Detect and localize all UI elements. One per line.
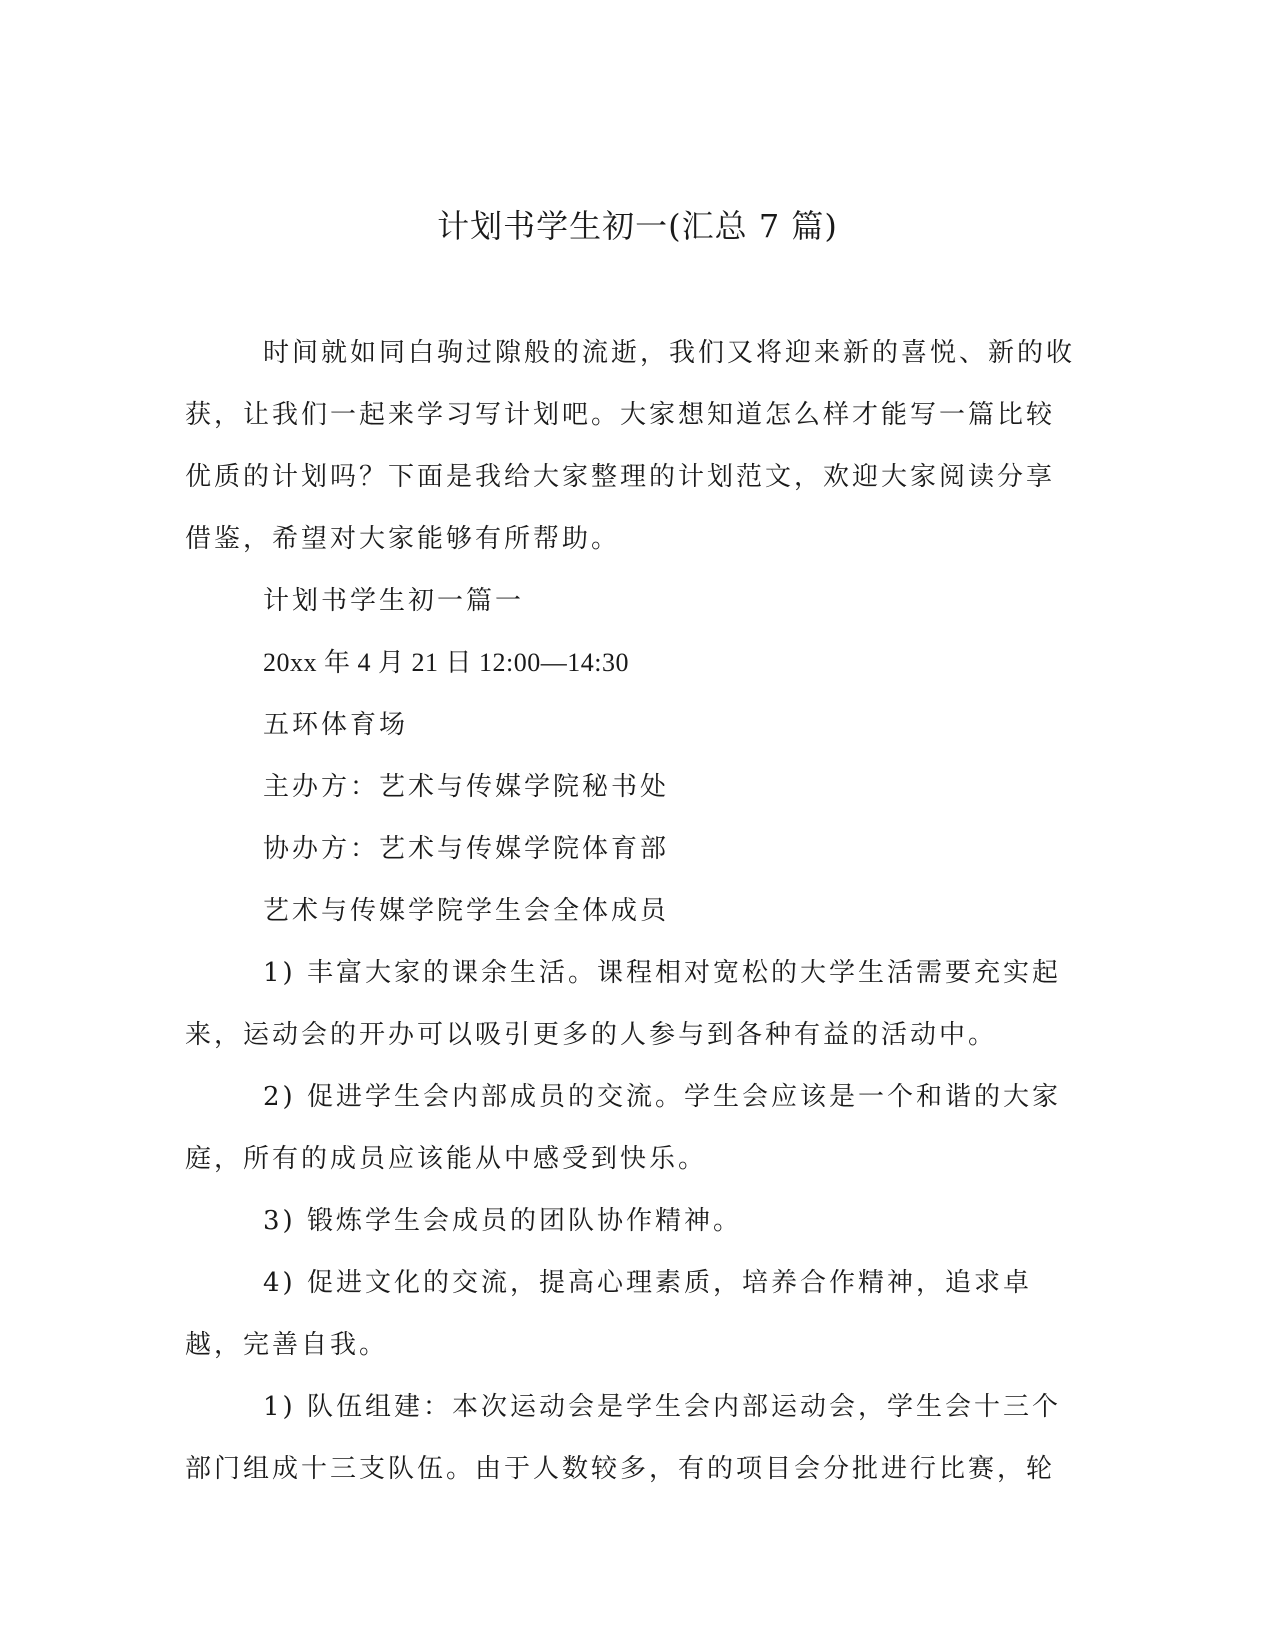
event-organizer: 主办方：艺术与传媒学院秘书处 xyxy=(263,772,670,802)
arrangement-item-1: 1) 队伍组建：本次运动会是学生会内部运动会，学生会十三个部门组成十三支队伍。由于人数较多，有的项目会分批进行比赛，轮 xyxy=(185,1392,1061,1484)
event-date-time: 20xx 年 4 月 21 日 12:00—14:30 xyxy=(263,648,629,677)
intro-paragraph: 时间就如同白驹过隙般的流逝，我们又将迎来新的喜悦、新的收获，让我们一起来学习写计划吧。大家想知道怎么样才能写一篇比较优质的计划吗？下面是我给大家整理的计划范文，欢迎大家阅读分享借鉴，希望对大家能够有所帮助。 xyxy=(185,338,1076,554)
purpose-item-1: 1) 丰富大家的课余生活。课程相对宽松的大学生活需要充实起来，运动会的开办可以吸引更多的人参与到各种有益的活动中。 xyxy=(185,958,1061,1050)
purpose-item-4: 4) 促进文化的交流，提高心理素质，培养合作精神，追求卓越，完善自我。 xyxy=(185,1268,1032,1360)
event-participants: 艺术与传媒学院学生会全体成员 xyxy=(263,896,670,926)
section-heading: 计划书学生初一篇一 xyxy=(263,586,525,616)
purpose-item-3: 3) 锻炼学生会成员的团队协作精神。 xyxy=(263,1206,742,1236)
event-location: 五环体育场 xyxy=(263,710,409,740)
document-body xyxy=(185,322,1075,1500)
event-co-organizer: 协办方：艺术与传媒学院体育部 xyxy=(263,834,670,864)
purpose-item-2: 2) 促进学生会内部成员的交流。学生会应该是一个和谐的大家庭，所有的成员应该能从中感受到快乐。 xyxy=(185,1082,1061,1174)
document-title: 计划书学生初一(汇总 7 篇) xyxy=(437,207,838,245)
